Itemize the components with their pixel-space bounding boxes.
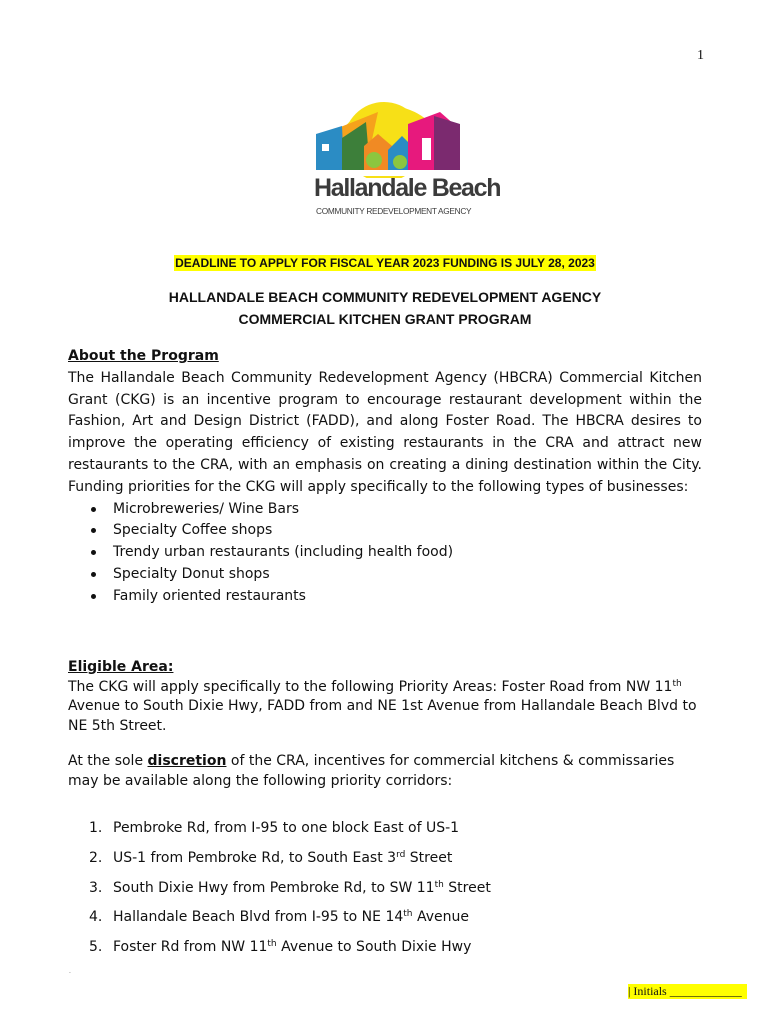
eligible-paragraph: The CKG will apply specifically to the following Priority Areas: Foster Road from NW 11th Avenue to South Dixie Hwy, FADD from and NE 1st Avenue from Hallandale Beach Blvd to NE 5th Street. <box>68 678 697 734</box>
initials-field[interactable]: | Initials ____________ <box>628 984 747 999</box>
discretion-paragraph: At the sole discretion of the CRA, incentives for commercial kitchens & commissaries may be available along the following priority corridors: <box>68 753 675 789</box>
list-item: 5. Foster Rd from NW 11th Avenue to South Dixie Hwy <box>89 939 472 956</box>
title-line-1: HALLANDALE BEACH COMMUNITY REDEVELOPMENT AGENCY <box>168 289 602 305</box>
list-item: Specialty Donut shops <box>68 564 702 586</box>
deadline-text: DEADLINE TO APPLY FOR FISCAL YEAR 2023 FUNDING IS JULY 28, 2023 <box>175 256 595 270</box>
eligible-heading: Eligible Area: <box>68 659 174 675</box>
list-item: Family oriented restaurants <box>68 586 702 608</box>
list-item: Microbreweries/ Wine Bars <box>68 499 702 521</box>
logo-subtitle: COMMUNITY REDEVELOPMENT AGENCY <box>316 206 472 216</box>
deadline-notice <box>0 256 770 270</box>
discretion-word: discretion <box>147 753 227 769</box>
corridor-section <box>68 818 702 967</box>
page-number: 1 <box>697 48 704 63</box>
hbcra-logo <box>308 98 501 220</box>
logo-name: Hallandale Beach <box>314 174 501 202</box>
footer-dot: . <box>69 968 71 975</box>
logo-graphic-icon <box>308 98 468 178</box>
list-item: 3. South Dixie Hwy from Pembroke Rd, to SW 11th Street <box>89 879 491 896</box>
about-heading: About the Program <box>68 348 219 364</box>
list-item: Trendy urban restaurants (including health food) <box>68 542 702 564</box>
list-item: 4. Hallandale Beach Blvd from I-95 to NE 14th Avenue <box>89 909 469 926</box>
title-line-2: COMMERCIAL KITCHEN GRANT PROGRAM <box>238 311 532 327</box>
corridor-list <box>68 818 702 967</box>
list-item: 1. Pembroke Rd, from I-95 to one block East of US-1 <box>89 820 460 836</box>
list-item: Specialty Coffee shops <box>68 520 702 542</box>
list-item: 2. US-1 from Pembroke Rd, to South East 3rd Street <box>89 849 453 866</box>
about-section <box>68 346 702 608</box>
about-paragraph: The Hallandale Beach Community Redevelopment Agency (HBCRA) Commercial Kitchen Grant (CKG) is an incentive program to encourage restaurant development within the Fashion, Art and Design District (FADD), and along Foster Road. The HBCRA desires to improve the operating efficiency of existing restaurants in the CRA and attract new restaurants to the CRA, with an emphasis on creating a dining destination within the City. Funding priorities for the CKG will apply specifically to the following types of businesses: <box>68 369 702 495</box>
business-type-list <box>68 499 702 608</box>
eligible-section <box>68 658 702 736</box>
